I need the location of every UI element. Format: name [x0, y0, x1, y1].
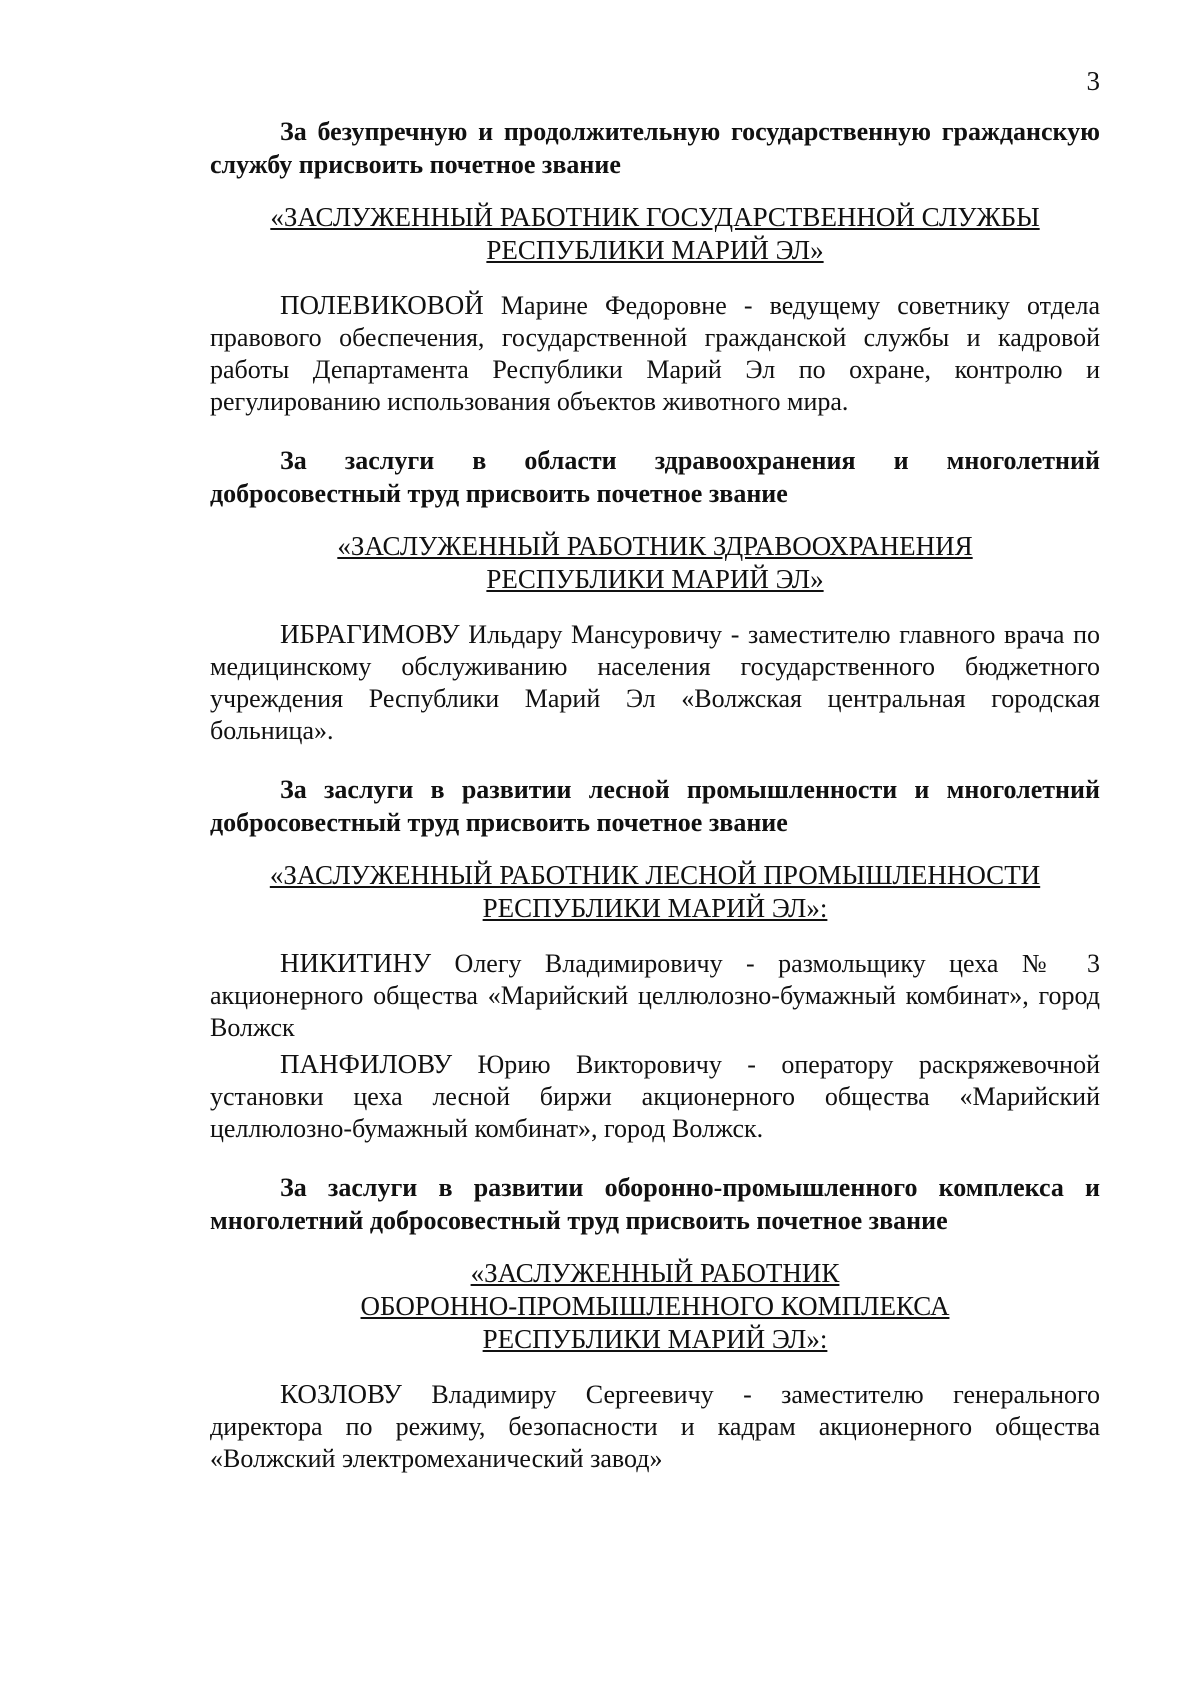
section-spacer	[210, 1149, 1100, 1171]
section-intro: За заслуги в развитии лесной промышленности и многолетний добросовестный труд присвоить почетное звание	[210, 775, 1100, 837]
awardee-description: Владимиру Сергеевичу - заместителю генерального директора по режиму, безопасности и кадрам акционерного общества «Волжский электромеханический завод»	[210, 1380, 1100, 1473]
award-title	[210, 859, 1100, 925]
award-title-line: «ЗАСЛУЖЕННЫЙ РАБОТНИК ЗДРАВООХРАНЕНИЯ	[337, 531, 973, 561]
awardee-description: Ильдару Мансуровичу - заместителю главного врача по медицинскому обслуживанию населения государственного бюджетного учреждения Республики Марий Эл «Волжская центральная городская больница».	[210, 620, 1100, 745]
awardee-entry	[210, 1378, 1100, 1475]
awardee-description: Олегу Владимировичу - размольщику цеха № 3 акционерного общества «Марийский целлюлозно-бумажный комбинат», город Волжск	[210, 949, 1100, 1042]
award-title-line: РЕСПУБЛИКИ МАРИЙ ЭЛ»	[486, 564, 824, 594]
award-title-line: «ЗАСЛУЖЕННЫЙ РАБОТНИК ГОСУДАРСТВЕННОЙ СЛУЖБЫ	[270, 202, 1040, 232]
award-title-line: РЕСПУБЛИКИ МАРИЙ ЭЛ»:	[482, 1324, 828, 1354]
award-title	[210, 530, 1100, 596]
awardee-entry	[210, 289, 1100, 418]
award-section-healthcare	[210, 444, 1100, 747]
award-title-line: ОБОРОННО-ПРОМЫШЛЕННОГО КОМПЛЕКСА	[360, 1291, 950, 1321]
award-title	[210, 1257, 1100, 1356]
page-number: 3	[1086, 66, 1100, 96]
awardee-surname: ПОЛЕВИКОВОЙ	[280, 290, 484, 320]
awardee-entry	[210, 618, 1100, 747]
award-title-line: «ЗАСЛУЖЕННЫЙ РАБОТНИК	[470, 1258, 840, 1288]
award-title-line: РЕСПУБЛИКИ МАРИЙ ЭЛ»	[486, 235, 824, 265]
awardee-description: Юрию Викторовичу - оператору раскряжевочной установки цеха лесной биржи акционерного общества «Марийский целлюлозно-бумажный комбинат», город Волжск.	[210, 1050, 1100, 1143]
award-title-line: РЕСПУБЛИКИ МАРИЙ ЭЛ»:	[482, 893, 828, 923]
awardee-surname: ИБРАГИМОВУ	[280, 619, 460, 649]
award-section-civil-service	[210, 115, 1100, 418]
award-section-forest-industry	[210, 773, 1100, 1145]
awardee-entry	[210, 1048, 1100, 1145]
awardee-entry	[210, 947, 1100, 1044]
document-body	[210, 115, 1100, 1479]
award-section-defense-industry	[210, 1171, 1100, 1475]
section-intro: За заслуги в области здравоохранения и многолетний добросовестный труд присвоить почетное звание	[210, 446, 1100, 508]
section-spacer	[210, 751, 1100, 773]
awardee-surname: КОЗЛОВУ	[280, 1379, 402, 1409]
awardee-surname: НИКИТИНУ	[280, 948, 432, 978]
award-title	[210, 201, 1100, 267]
awardee-description: Марине Федоровне - ведущему советнику отдела правового обеспечения, государственной гражданской службы и кадровой работы Департамента Республики Марий Эл по охране, контролю и регулированию использования объектов животного мира.	[210, 291, 1100, 416]
award-title-line: «ЗАСЛУЖЕННЫЙ РАБОТНИК ЛЕСНОЙ ПРОМЫШЛЕННОСТИ	[269, 860, 1041, 890]
awardee-surname: ПАНФИЛОВУ	[280, 1049, 453, 1079]
section-intro: За безупречную и продолжительную государственную гражданскую службу присвоить почетное звание	[210, 117, 1100, 179]
section-spacer	[210, 422, 1100, 444]
section-intro: За заслуги в развитии оборонно-промышленного комплекса и многолетний добросовестный труд присвоить почетное звание	[210, 1173, 1100, 1235]
